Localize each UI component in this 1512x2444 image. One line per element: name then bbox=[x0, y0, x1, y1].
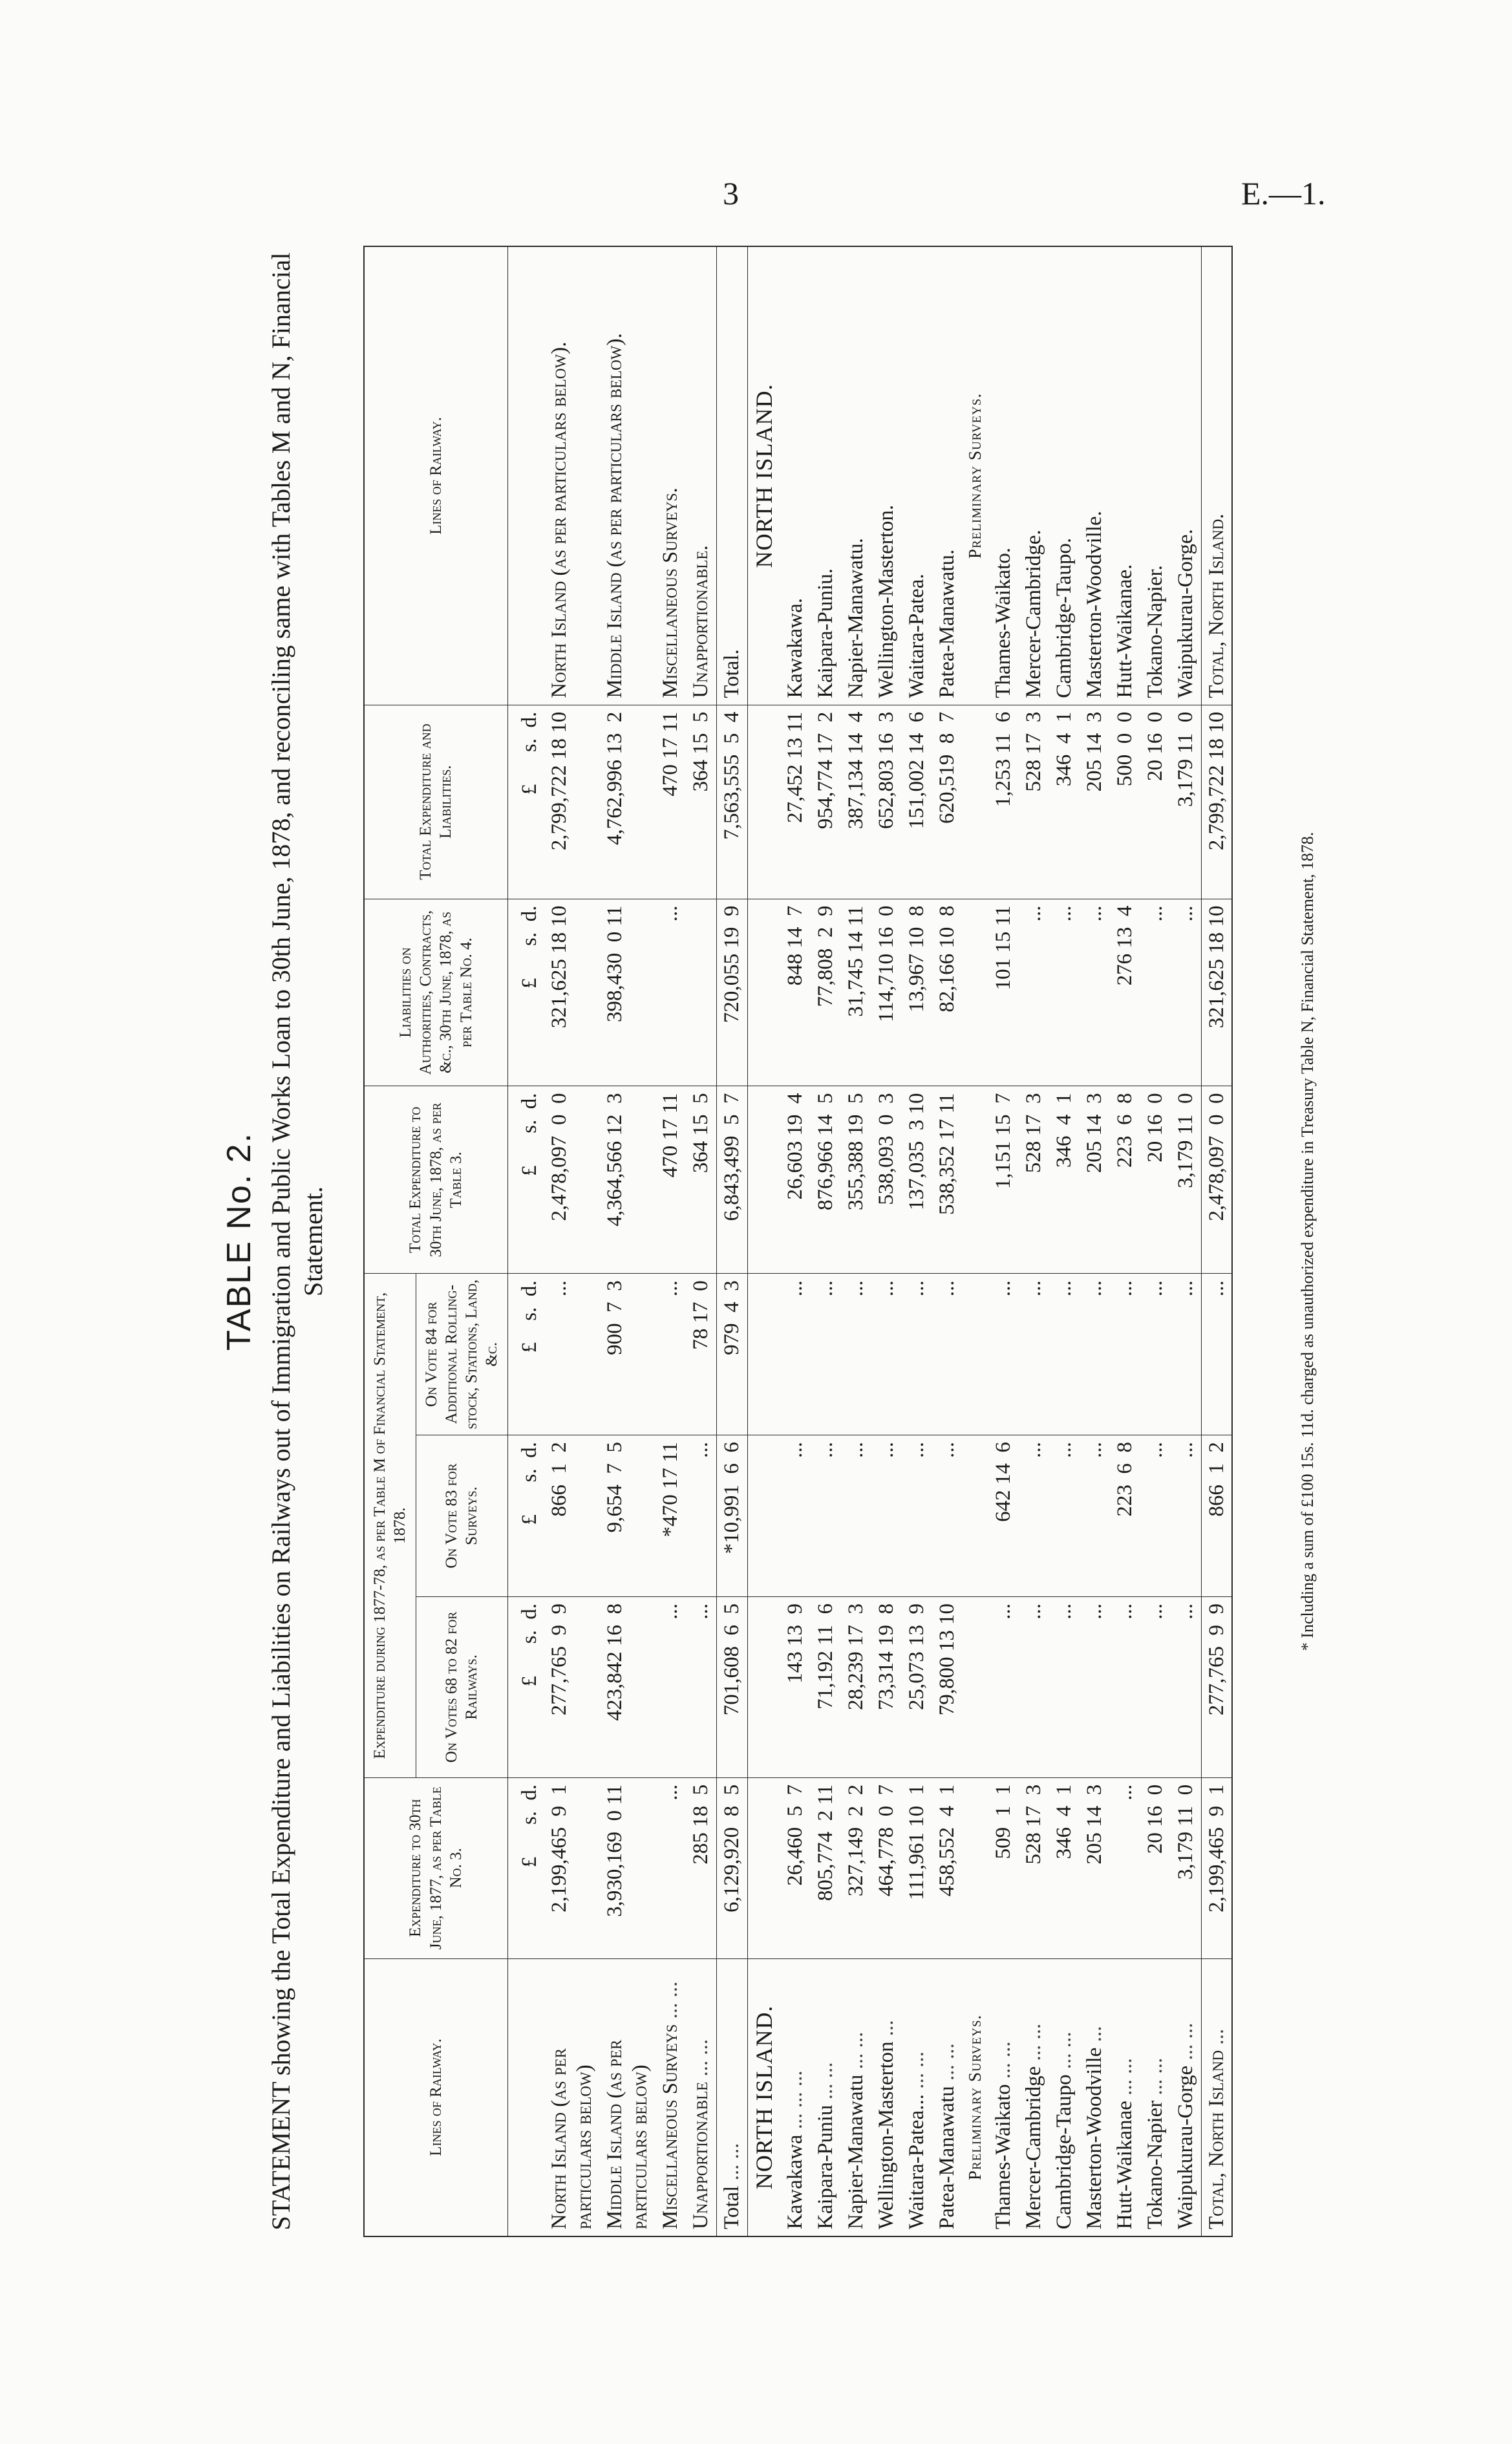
value-cell: ... bbox=[902, 1435, 932, 1597]
row-label bbox=[600, 1958, 655, 2236]
value-cell: 20 16 0 bbox=[1140, 1086, 1171, 1274]
value-cell: 28,239 17 3 bbox=[841, 1596, 871, 1777]
row-label-text: Kawakawa bbox=[783, 2134, 807, 2229]
row-label bbox=[655, 1958, 686, 2236]
leader-dots: ... ... bbox=[689, 2039, 713, 2077]
leader-dots: ... ... bbox=[1173, 2022, 1197, 2061]
value-cell: 2,478,097 0 0 bbox=[544, 1086, 600, 1274]
value-cell: ... bbox=[1019, 1596, 1049, 1777]
leader-dots: ... ... bbox=[844, 2031, 868, 2070]
row-label-right: Middle Island (as per particulars below). bbox=[600, 246, 655, 705]
leader-dots: ... bbox=[1082, 2026, 1106, 2042]
row-label-right: Patea-Manawatu. bbox=[932, 246, 963, 705]
value-cell: ... bbox=[686, 1435, 716, 1597]
row-label bbox=[717, 1958, 748, 2236]
value-cell: 223 6 8 bbox=[1110, 1435, 1140, 1597]
value-cell: 3,930,169 0 11 bbox=[600, 1777, 655, 1958]
col-header-vote-83: On Vote 83 for Surveys. bbox=[416, 1435, 507, 1597]
preliminary-survey-row bbox=[1110, 246, 1140, 2236]
value-cell: 398,430 0 11 bbox=[600, 899, 655, 1086]
north-island-heading-right: NORTH ISLAND. bbox=[748, 246, 781, 705]
leader-dots: ... ... bbox=[905, 2052, 929, 2089]
row-label bbox=[780, 1958, 811, 2236]
row-label-text: Tokano-Napier bbox=[1143, 2100, 1167, 2229]
unit-cell: £ s. d. bbox=[507, 1435, 544, 1597]
blank-cell bbox=[748, 1777, 781, 1958]
row-label-text: Hutt-Waikanae bbox=[1113, 2101, 1136, 2229]
value-cell: 71,192 11 6 bbox=[811, 1596, 841, 1777]
value-cell: 848 14 7 bbox=[780, 899, 811, 1086]
row-label-right: Masterton-Woodville. bbox=[1080, 246, 1110, 705]
row-label-text: Napier-Manawatu bbox=[844, 2074, 868, 2229]
value-cell: 2,799,722 18 10 bbox=[1201, 705, 1232, 899]
preliminary-survey-row bbox=[1140, 246, 1171, 2236]
value-cell: ... bbox=[988, 1596, 1019, 1777]
value-cell: 26,603 19 4 bbox=[780, 1086, 811, 1274]
row-label bbox=[1080, 1958, 1110, 2236]
blank-cell bbox=[963, 1596, 988, 1777]
leader-dots: ... ... bbox=[1052, 2031, 1076, 2070]
value-cell: ... bbox=[902, 1274, 932, 1435]
north-island-row bbox=[932, 246, 963, 2236]
value-cell: ... bbox=[871, 1435, 902, 1597]
value-cell: ... bbox=[1049, 1274, 1080, 1435]
value-cell: ... bbox=[1171, 1435, 1201, 1597]
blank-cell bbox=[963, 1274, 988, 1435]
value-cell: ... bbox=[1080, 1274, 1110, 1435]
value-cell: ... bbox=[655, 1596, 686, 1777]
value-cell: 458,552 4 1 bbox=[932, 1777, 963, 1958]
value-cell: 387,134 14 4 bbox=[841, 705, 871, 899]
value-cell bbox=[686, 899, 716, 1086]
north-island-heading: NORTH ISLAND. bbox=[748, 1958, 781, 2236]
value-cell: ... bbox=[1110, 1777, 1140, 1958]
value-cell: ... bbox=[544, 1274, 600, 1435]
page-number: 3 bbox=[723, 175, 739, 211]
value-cell: 137,035 3 10 bbox=[902, 1086, 932, 1274]
col-header-lines: Lines of Railway. bbox=[364, 1958, 507, 2236]
preliminary-surveys-heading: Preliminary Surveys. bbox=[963, 1958, 988, 2236]
row-label-text: Miscellaneous Surveys bbox=[659, 2024, 683, 2229]
blank-cell bbox=[748, 705, 781, 899]
value-cell: 77,808 2 9 bbox=[811, 899, 841, 1086]
value-cell: 2,199,465 9 1 bbox=[544, 1777, 600, 1958]
value-cell: 6,129,920 8 5 bbox=[717, 1777, 748, 1958]
row-label bbox=[1171, 1958, 1201, 2236]
table-heading bbox=[220, 246, 330, 2237]
value-cell: ... bbox=[1171, 1596, 1201, 1777]
row-label bbox=[902, 1958, 932, 2236]
value-cell: 346 4 1 bbox=[1049, 705, 1080, 899]
row-label-right: Waipukurau-Gorge. bbox=[1171, 246, 1201, 705]
value-cell: ... bbox=[841, 1274, 871, 1435]
value-cell: 346 4 1 bbox=[1049, 1777, 1080, 1958]
unit-cell: £ s. d. bbox=[507, 1274, 544, 1435]
row-label-right: Kawakawa. bbox=[780, 246, 811, 705]
value-cell: ... bbox=[932, 1435, 963, 1597]
row-label-text: Patea-Manawatu bbox=[935, 2086, 959, 2229]
row-label-right: Wellington-Masterton. bbox=[871, 246, 902, 705]
value-cell: 500 0 0 bbox=[1110, 705, 1140, 899]
units-blank bbox=[507, 1958, 544, 2236]
col-header-vote-84: On Vote 84 for Additional Rolling-stock, Stations, Land, &c. bbox=[416, 1274, 507, 1435]
leader-dots: ... ... bbox=[720, 2143, 744, 2181]
row-label-text: Thames-Waikato bbox=[991, 2084, 1015, 2229]
value-cell: ... bbox=[1140, 1596, 1171, 1777]
row-label-right: Kaipara-Puniu. bbox=[811, 246, 841, 705]
value-cell: 7,563,555 5 4 bbox=[717, 705, 748, 899]
table-body bbox=[507, 246, 1232, 2236]
value-cell: ... bbox=[1110, 1596, 1140, 1777]
leader-dots: ... ... bbox=[1021, 2023, 1045, 2061]
value-cell: 151,002 14 6 bbox=[902, 705, 932, 899]
value-cell: ... bbox=[1140, 1274, 1171, 1435]
leader-dots: ... ... bbox=[1113, 2058, 1136, 2096]
value-cell: 620,519 8 7 bbox=[932, 705, 963, 899]
preliminary-survey-row bbox=[1049, 246, 1080, 2236]
unit-cell: £ s. d. bbox=[507, 1777, 544, 1958]
col-header-liabilities: Liabilities on Authorities, Contracts, &c., 30th June, 1878, as per Table No. 4. bbox=[364, 899, 507, 1086]
value-cell: 2,199,465 9 1 bbox=[1201, 1777, 1232, 1958]
preliminary-survey-row bbox=[988, 246, 1019, 2236]
value-cell: 20 16 0 bbox=[1140, 1777, 1171, 1958]
summary-row bbox=[686, 246, 716, 2236]
blank-cell bbox=[963, 899, 988, 1086]
value-cell: ... bbox=[1080, 899, 1110, 1086]
value-cell: 866 1 2 bbox=[1201, 1435, 1232, 1597]
value-cell: 805,774 2 11 bbox=[811, 1777, 841, 1958]
row-label-text: Waitara-Patea... bbox=[905, 2094, 929, 2229]
value-cell: 79,800 13 10 bbox=[932, 1596, 963, 1777]
value-cell: 82,166 10 8 bbox=[932, 899, 963, 1086]
leader-dots: ... ... bbox=[935, 2043, 959, 2081]
value-cell: 3,179 11 0 bbox=[1171, 705, 1201, 899]
row-label-text: Mercer-Cambridge bbox=[1021, 2066, 1045, 2229]
preliminary-survey-row bbox=[1171, 246, 1201, 2236]
value-cell: 528 17 3 bbox=[1019, 1777, 1049, 1958]
leader-dots: ... ... ... bbox=[783, 2070, 807, 2130]
preliminary-surveys-heading-right: Preliminary Surveys. bbox=[963, 246, 988, 705]
value-cell: 205 14 3 bbox=[1080, 705, 1110, 899]
col-header-lines-right: Lines of Railway. bbox=[364, 246, 507, 705]
col-header-group-1877-78: Expenditure during 1877-78, as per Table M of Financial Statement, 1878. bbox=[364, 1274, 416, 1777]
value-cell: ... bbox=[1140, 1435, 1171, 1597]
value-cell: ... bbox=[1171, 1274, 1201, 1435]
blank-cell bbox=[748, 899, 781, 1086]
value-cell: ... bbox=[655, 1274, 686, 1435]
leader-dots: ... ... bbox=[1143, 2057, 1167, 2096]
value-cell: 509 1 1 bbox=[988, 1777, 1019, 1958]
value-cell: ... bbox=[988, 1274, 1019, 1435]
value-cell: ... bbox=[655, 1777, 686, 1958]
blank-cell bbox=[963, 1086, 988, 1274]
value-cell: 205 14 3 bbox=[1080, 1086, 1110, 1274]
value-cell: 1,151 15 7 bbox=[988, 1086, 1019, 1274]
row-label-right: Thames-Waikato. bbox=[988, 246, 1019, 705]
value-cell: ... bbox=[1110, 1274, 1140, 1435]
value-cell: *470 17 11 bbox=[655, 1435, 686, 1597]
blank-cell bbox=[963, 1777, 988, 1958]
summary-row bbox=[655, 246, 686, 2236]
summary-row bbox=[600, 246, 655, 2236]
value-cell: 6,843,499 5 7 bbox=[717, 1086, 748, 1274]
value-cell: 1,253 11 6 bbox=[988, 705, 1019, 899]
total-row bbox=[717, 246, 748, 2236]
value-cell: 979 4 3 bbox=[717, 1274, 748, 1435]
value-cell: ... bbox=[1049, 1435, 1080, 1597]
value-cell: 285 18 5 bbox=[686, 1777, 716, 1958]
leader-dots: ... bbox=[875, 2020, 899, 2037]
blank-cell bbox=[748, 1274, 781, 1435]
value-cell: 4,762,996 13 2 bbox=[600, 705, 655, 899]
value-cell: 538,352 17 11 bbox=[932, 1086, 963, 1274]
north-island-row bbox=[871, 246, 902, 2236]
preliminary-survey-row bbox=[1080, 246, 1110, 2236]
row-label bbox=[871, 1958, 902, 2236]
value-cell: ... bbox=[780, 1274, 811, 1435]
units-row bbox=[507, 246, 544, 2236]
value-cell: 9,654 7 5 bbox=[600, 1435, 655, 1597]
row-label-right: Total. bbox=[717, 246, 748, 705]
row-label bbox=[686, 1958, 716, 2236]
row-label-text: Total bbox=[720, 2185, 744, 2229]
blank-cell bbox=[748, 1435, 781, 1597]
value-cell: ... bbox=[1049, 1596, 1080, 1777]
value-cell: 470 17 11 bbox=[655, 1086, 686, 1274]
blank-cell bbox=[963, 705, 988, 899]
value-cell: ... bbox=[1019, 1435, 1049, 1597]
row-label-right: Tokano-Napier. bbox=[1140, 246, 1171, 705]
railway-expenditure-table bbox=[363, 246, 1233, 2237]
value-cell: 321,625 18 10 bbox=[544, 899, 600, 1086]
row-label bbox=[1110, 1958, 1140, 2236]
col-header-exp-1877: Expenditure to 30th June, 1877, as per Table No. 3. bbox=[364, 1777, 507, 1958]
value-cell: 321,625 18 10 bbox=[1201, 899, 1232, 1086]
row-label-text: North Island (as per particulars below) bbox=[548, 2048, 597, 2229]
row-label-right: Miscellaneous Surveys. bbox=[655, 246, 686, 705]
value-cell: 111,961 10 1 bbox=[902, 1777, 932, 1958]
value-cell: 355,388 19 5 bbox=[841, 1086, 871, 1274]
unit-cell: £ s. d. bbox=[507, 1596, 544, 1777]
leader-dots: ... ... bbox=[991, 2041, 1015, 2079]
value-cell: 277,765 9 9 bbox=[1201, 1596, 1232, 1777]
row-label-right: Napier-Manawatu. bbox=[841, 246, 871, 705]
row-label-text: Kaipara-Puniu bbox=[814, 2105, 838, 2229]
row-label bbox=[1140, 1958, 1171, 2236]
value-cell: 538,093 0 3 bbox=[871, 1086, 902, 1274]
value-cell: 78 17 0 bbox=[686, 1274, 716, 1435]
value-cell: ... bbox=[1019, 1274, 1049, 1435]
value-cell: 205 14 3 bbox=[1080, 1777, 1110, 1958]
value-cell: ... bbox=[1140, 899, 1171, 1086]
footnote: * Including a sum of £100 15s. 11d. charged as unauthorized expenditure in Treasury Table N, Financial Statement, 1878. bbox=[1298, 831, 1317, 1651]
value-cell: 876,966 14 5 bbox=[811, 1086, 841, 1274]
value-cell: 528 17 3 bbox=[1019, 705, 1049, 899]
value-cell: 3,179 11 0 bbox=[1171, 1777, 1201, 1958]
preliminary-surveys-heading-row bbox=[963, 246, 988, 2236]
col-header-votes-68-82: On Votes 68 to 82 for Railways. bbox=[416, 1596, 507, 1777]
value-cell: ... bbox=[686, 1596, 716, 1777]
value-cell: ... bbox=[1049, 899, 1080, 1086]
north-island-row bbox=[811, 246, 841, 2236]
row-label-text: Middle Island (as per particulars below) bbox=[603, 2039, 652, 2229]
unit-cell: £ s. d. bbox=[507, 899, 544, 1086]
row-label-right: Hutt-Waikanae. bbox=[1110, 246, 1140, 705]
north-island-row bbox=[780, 246, 811, 2236]
value-cell: 954,774 17 2 bbox=[811, 705, 841, 899]
row-label-text: Unapportionable bbox=[689, 2081, 713, 2229]
value-cell: 4,364,566 12 3 bbox=[600, 1086, 655, 1274]
value-cell: 13,967 10 8 bbox=[902, 899, 932, 1086]
value-cell: ... bbox=[871, 1274, 902, 1435]
row-label bbox=[841, 1958, 871, 2236]
leader-dots: ... bbox=[1204, 2028, 1228, 2045]
value-cell: 364 15 5 bbox=[686, 705, 716, 899]
value-cell: 31,745 14 11 bbox=[841, 899, 871, 1086]
value-cell: 464,778 0 7 bbox=[871, 1777, 902, 1958]
row-label bbox=[1201, 1958, 1232, 2236]
value-cell: ... bbox=[841, 1435, 871, 1597]
value-cell: ... bbox=[1201, 1274, 1232, 1435]
value-cell: 20 16 0 bbox=[1140, 705, 1171, 899]
value-cell: 327,149 2 2 bbox=[841, 1777, 871, 1958]
value-cell: 25,073 13 9 bbox=[902, 1596, 932, 1777]
table-statement: STATEMENT showing the Total Expenditure and Liabilities on Railways out of Immigration and Public Works Loan to 30th June, 1878, and reconciling same with Tables M and N, Financial Statement. bbox=[266, 252, 328, 2231]
row-label-text: Wellington-Masterton bbox=[875, 2041, 899, 2229]
value-cell: 652,803 16 3 bbox=[871, 705, 902, 899]
value-cell: 3,179 11 0 bbox=[1171, 1086, 1201, 1274]
north-island-heading-row bbox=[748, 246, 781, 2236]
row-label bbox=[811, 1958, 841, 2236]
value-cell: 528 17 3 bbox=[1019, 1086, 1049, 1274]
row-label-right: Unapportionable. bbox=[686, 246, 716, 705]
value-cell: 701,608 6 5 bbox=[717, 1596, 748, 1777]
value-cell: 27,452 13 11 bbox=[780, 705, 811, 899]
value-cell: 73,314 19 8 bbox=[871, 1596, 902, 1777]
value-cell: 364 15 5 bbox=[686, 1086, 716, 1274]
value-cell: 276 13 4 bbox=[1110, 899, 1140, 1086]
row-label bbox=[544, 1958, 600, 2236]
row-label bbox=[988, 1958, 1019, 2236]
value-cell: 2,799,722 18 10 bbox=[544, 705, 600, 899]
value-cell: 720,055 19 9 bbox=[717, 899, 748, 1086]
value-cell: 866 1 2 bbox=[544, 1435, 600, 1597]
row-label bbox=[1019, 1958, 1049, 2236]
value-cell: 277,765 9 9 bbox=[544, 1596, 600, 1777]
row-label bbox=[1049, 1958, 1080, 2236]
value-cell: ... bbox=[780, 1435, 811, 1597]
leader-dots: ... ... bbox=[659, 1981, 683, 2019]
value-cell: ... bbox=[811, 1435, 841, 1597]
value-cell: 143 13 9 bbox=[780, 1596, 811, 1777]
row-label-right: North Island (as per particulars below). bbox=[544, 246, 600, 705]
value-cell: ... bbox=[1019, 899, 1049, 1086]
header-row-1 bbox=[364, 246, 416, 2236]
row-label-right: Cambridge-Taupo. bbox=[1049, 246, 1080, 705]
value-cell: 2,478,097 0 0 bbox=[1201, 1086, 1232, 1274]
value-cell: ... bbox=[811, 1274, 841, 1435]
blank-cell bbox=[963, 1435, 988, 1597]
blank-cell bbox=[748, 1086, 781, 1274]
row-label-right: Total, North Island. bbox=[1201, 246, 1232, 705]
value-cell: ... bbox=[1171, 899, 1201, 1086]
preliminary-survey-row bbox=[1019, 246, 1049, 2236]
value-cell: *10,991 6 6 bbox=[717, 1435, 748, 1597]
col-header-total-1878: Total Expenditure to 30th June, 1878, as per Table 3. bbox=[364, 1086, 507, 1274]
value-cell: ... bbox=[655, 899, 686, 1086]
row-label-text: Total, North Island bbox=[1204, 2050, 1228, 2229]
value-cell: ... bbox=[1080, 1435, 1110, 1597]
units-blank bbox=[507, 246, 544, 705]
page-reference: E.—1. bbox=[1241, 175, 1326, 211]
value-cell: 642 14 6 bbox=[988, 1435, 1019, 1597]
row-label bbox=[932, 1958, 963, 2236]
table-title: TABLE No. 2. bbox=[220, 1131, 258, 1351]
value-cell: 900 7 3 bbox=[600, 1274, 655, 1435]
unit-cell: £ s. d. bbox=[507, 1086, 544, 1274]
col-header-total-exp-liab: Total Expenditure and Liabilities. bbox=[364, 705, 507, 899]
value-cell: ... bbox=[1080, 1596, 1110, 1777]
unit-cell: £ s. d. bbox=[507, 705, 544, 899]
north-island-row bbox=[841, 246, 871, 2236]
value-cell: ... bbox=[932, 1274, 963, 1435]
row-label-text: Masterton-Woodville bbox=[1082, 2047, 1106, 2229]
value-cell: 223 6 8 bbox=[1110, 1086, 1140, 1274]
value-cell: 346 4 1 bbox=[1049, 1086, 1080, 1274]
row-label-text: Cambridge-Taupo bbox=[1052, 2074, 1076, 2229]
north-island-row bbox=[902, 246, 932, 2236]
summary-row bbox=[544, 246, 600, 2236]
blank-cell bbox=[748, 1596, 781, 1777]
row-label-right: Mercer-Cambridge. bbox=[1019, 246, 1049, 705]
value-cell: 26,460 5 7 bbox=[780, 1777, 811, 1958]
row-label-right: Waitara-Patea. bbox=[902, 246, 932, 705]
leader-dots: ... ... bbox=[814, 2062, 838, 2100]
north-island-total-row bbox=[1201, 246, 1232, 2236]
value-cell: 470 17 11 bbox=[655, 705, 686, 899]
rotated-page-content bbox=[220, 246, 1338, 2237]
value-cell: 423,842 16 8 bbox=[600, 1596, 655, 1777]
value-cell: 101 15 11 bbox=[988, 899, 1019, 1086]
value-cell: 114,710 16 0 bbox=[871, 899, 902, 1086]
row-label-text: Waipukurau-Gorge bbox=[1173, 2065, 1197, 2229]
